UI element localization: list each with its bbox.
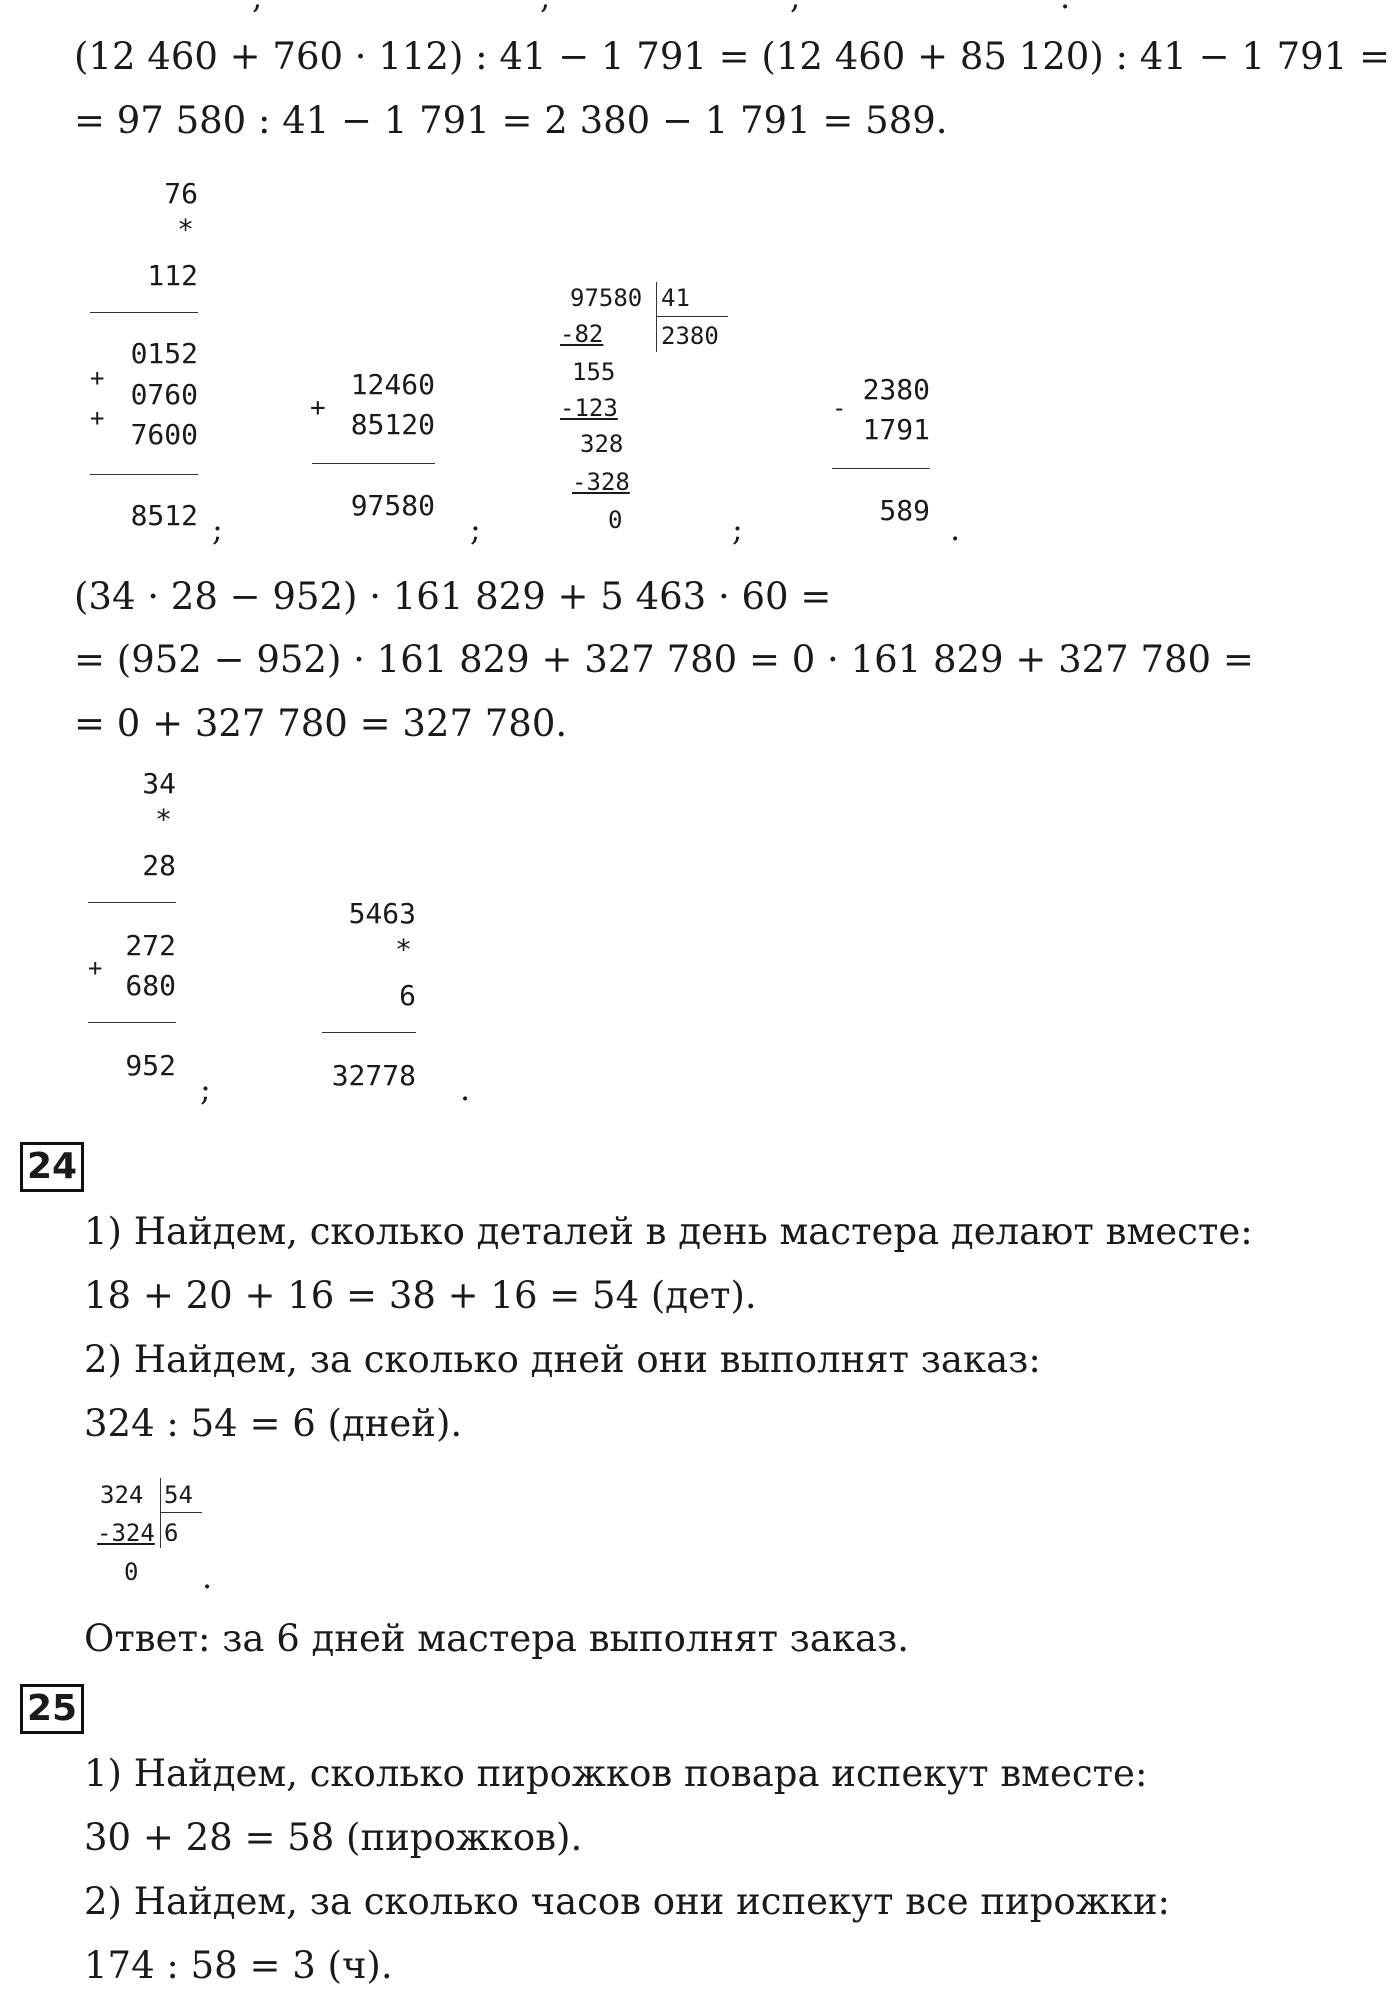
remainder-step: 155 [572,358,616,386]
separator: . [460,1070,471,1108]
separator: ; [470,510,481,548]
calc-rule [88,1022,176,1023]
calc-operand: 112 [147,259,198,292]
task-number-24: 24 [20,1142,84,1192]
task25-step2: 2) Найдем, за сколько часов они испекут все пирожки: [84,1880,1170,1923]
calc-operand: 76 [164,177,198,210]
task-number-25: 25 [20,1684,84,1734]
divisor: 54 [164,1481,193,1509]
division-rule [160,1512,202,1513]
plus-sign: + [88,954,103,982]
minus-sign: - [832,394,847,422]
top-fragment-sep [1060,0,1070,16]
quotient: 6 [164,1519,179,1547]
calc-operand: 85120 [350,408,435,441]
top-fragment-sep [790,0,800,16]
task24-calc2: 324 : 54 = 6 (дней). [84,1402,463,1445]
expr1-line2: = 97 580 : 41 − 1 791 = 2 380 − 1 791 = 589. [74,99,948,142]
divisor: 41 [661,284,690,312]
calc-operand: 5463 [348,897,416,930]
remainder: 0 [608,506,623,534]
subtrahend: -328 [572,468,630,496]
calc-result: 952 [125,1049,176,1082]
remainder: 0 [124,1558,139,1586]
separator: ; [200,1070,211,1108]
subtrahend: -324 [97,1519,155,1547]
expr2-line1: (34 · 28 − 952) · 161 829 + 5 463 · 60 = [74,575,832,618]
dividend: 324 [100,1481,144,1509]
division-rule [656,316,728,317]
separator: ; [212,510,223,548]
calc-result: 97580 [350,489,435,522]
task24-step1: 1) Найдем, сколько деталей в день мастера делают вместе: [84,1210,1253,1253]
calc-rule [832,468,930,469]
top-fragment-sep [540,0,550,16]
multiply-sign: * [155,803,172,836]
quotient: 2380 [661,322,719,350]
calc-rule [322,1032,416,1033]
subtrahend: -82 [560,320,604,348]
multiply-sign: * [395,933,412,966]
top-fragment-sep [252,0,262,16]
task24-answer: Ответ: за 6 дней мастера выполнят заказ. [84,1617,910,1660]
subtrahend: -123 [560,394,618,422]
plus-sign: + [310,393,326,423]
expr1-line1: (12 460 + 760 · 112) : 41 − 1 791 = (12 460 + 85 120) : 41 − 1 791 = [74,35,1391,78]
calc-rule [90,312,198,313]
partial-product: 0760 [130,378,198,411]
calc-rule [88,902,176,903]
expr2-line2: = (952 − 952) · 161 829 + 327 780 = 0 · 161 829 + 327 780 = [74,638,1254,681]
calc-operand: 28 [142,849,176,882]
separator: . [202,1558,213,1596]
expr2-line3: = 0 + 327 780 = 327 780. [74,702,568,745]
separator: . [950,510,961,548]
calc-rule [90,474,198,475]
task24-calc1: 18 + 20 + 16 = 38 + 16 = 54 (дет). [84,1274,757,1317]
calc-rule [312,463,435,464]
task25-step1: 1) Найдем, сколько пирожков повара испекут вместе: [84,1752,1148,1795]
calc-result: 589 [879,494,930,527]
calc-operand: 34 [142,767,176,800]
calc-operand: 1791 [862,413,930,446]
plus-sign: + [90,404,105,432]
division-bar [160,1478,161,1548]
partial-product: 680 [125,969,176,1002]
partial-product: 7600 [130,418,198,451]
partial-product: 272 [125,929,176,962]
task25-calc2: 174 : 58 = 3 (ч). [84,1944,393,1987]
plus-sign: + [90,364,105,392]
task25-calc1: 30 + 28 = 58 (пирожков). [84,1816,583,1859]
multiply-sign: * [177,213,194,246]
division-bar [656,282,657,352]
separator: ; [732,510,743,548]
remainder-step: 328 [580,430,624,458]
calc-operand: 12460 [350,368,435,401]
calc-operand: 6 [399,979,416,1012]
task24-step2: 2) Найдем, за сколько дней они выполнят заказ: [84,1338,1041,1381]
dividend: 97580 [570,284,643,312]
calc-operand: 2380 [862,373,930,406]
partial-product: 0152 [130,337,198,370]
calc-result: 8512 [130,499,198,532]
calc-result: 32778 [331,1059,416,1092]
